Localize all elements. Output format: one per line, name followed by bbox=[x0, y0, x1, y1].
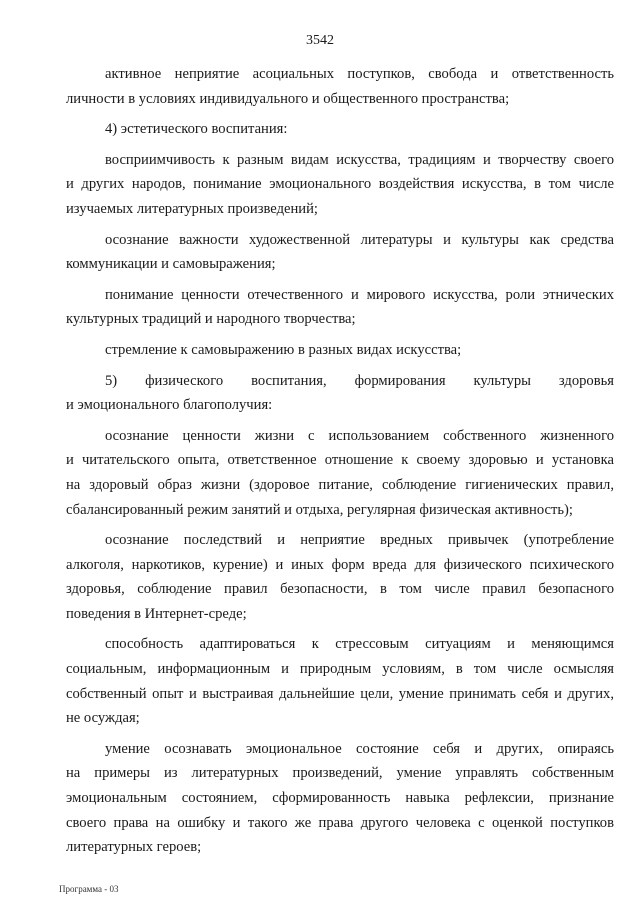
text-line: способность адаптироваться к стрессовым ситуациям и меняющимся bbox=[105, 636, 614, 653]
text-line: алкоголя, наркотиков, курение) и иных форм вреда для физического психического bbox=[66, 556, 614, 573]
text-line: и читательского опыта, ответственное отношение к своему здоровью и установка bbox=[66, 452, 614, 469]
text-line: изучаемых литературных произведений; bbox=[66, 200, 318, 217]
text-line: социальным, информационным и природным условиям, в том числе осмысляя bbox=[66, 661, 614, 678]
section-heading: 4) эстетического воспитания: bbox=[105, 121, 288, 138]
text-line: собственный опыт и выстраивая дальнейшие цели, умение принимать себя и других, bbox=[66, 685, 614, 702]
text-line: не осуждая; bbox=[66, 710, 140, 727]
text-line: своего права на ошибку и такого же права другого человека с оценкой поступков bbox=[66, 814, 614, 831]
text-line: личности в условиях индивидуального и общественного пространства; bbox=[66, 90, 510, 107]
text-line: литературных героев; bbox=[66, 839, 202, 856]
text-line: и эмоционального благополучия: bbox=[66, 397, 273, 414]
text-line: осознание важности художественной литературы и культуры как средства bbox=[105, 231, 614, 248]
text-line: умение осознавать эмоциональное состояние себя и других, опираясь bbox=[105, 740, 614, 757]
text-line: осознание ценности жизни с использованием собственного жизненного bbox=[105, 427, 614, 444]
text-line: эмоциональным состоянием, сформированность навыка рефлексии, признание bbox=[66, 790, 614, 807]
text-line: понимание ценности отечественного и мирового искусства, роли этнических bbox=[105, 286, 614, 303]
text-line: осознание последствий и неприятие вредных привычек (употребление bbox=[105, 532, 614, 549]
footer-label: Программа - 03 bbox=[59, 884, 119, 894]
text-line: стремление к самовыражению в разных видах искусства; bbox=[105, 341, 462, 358]
text-line: коммуникации и самовыражения; bbox=[66, 256, 276, 273]
text-line: сбалансированный режим занятий и отдыха, регулярная физическая активность); bbox=[66, 501, 573, 518]
text-line: культурных традиций и народного творчества; bbox=[66, 311, 356, 328]
text-line: поведения в Интернет-среде; bbox=[66, 605, 247, 622]
text-line: на примеры из литературных произведений, умение управлять собственным bbox=[66, 765, 614, 782]
page-number: 3542 bbox=[306, 33, 334, 48]
text-line: и других народов, понимание эмоционального воздействия искусства, в том числе bbox=[66, 176, 614, 193]
section-heading: 5) физического воспитания, формирования культуры здоровья bbox=[105, 372, 614, 389]
text-line: восприимчивость к разным видам искусства, традициям и творчеству своего bbox=[105, 151, 614, 168]
text-line: активное неприятие асоциальных поступков, свобода и ответственность bbox=[105, 66, 614, 82]
body-text bbox=[66, 62, 614, 860]
text-line: на здоровый образ жизни (здоровое питание, соблюдение гигиенических правил, bbox=[66, 476, 614, 493]
text-line: здоровья, соблюдение правил безопасности, в том числе правил безопасного bbox=[66, 581, 614, 598]
